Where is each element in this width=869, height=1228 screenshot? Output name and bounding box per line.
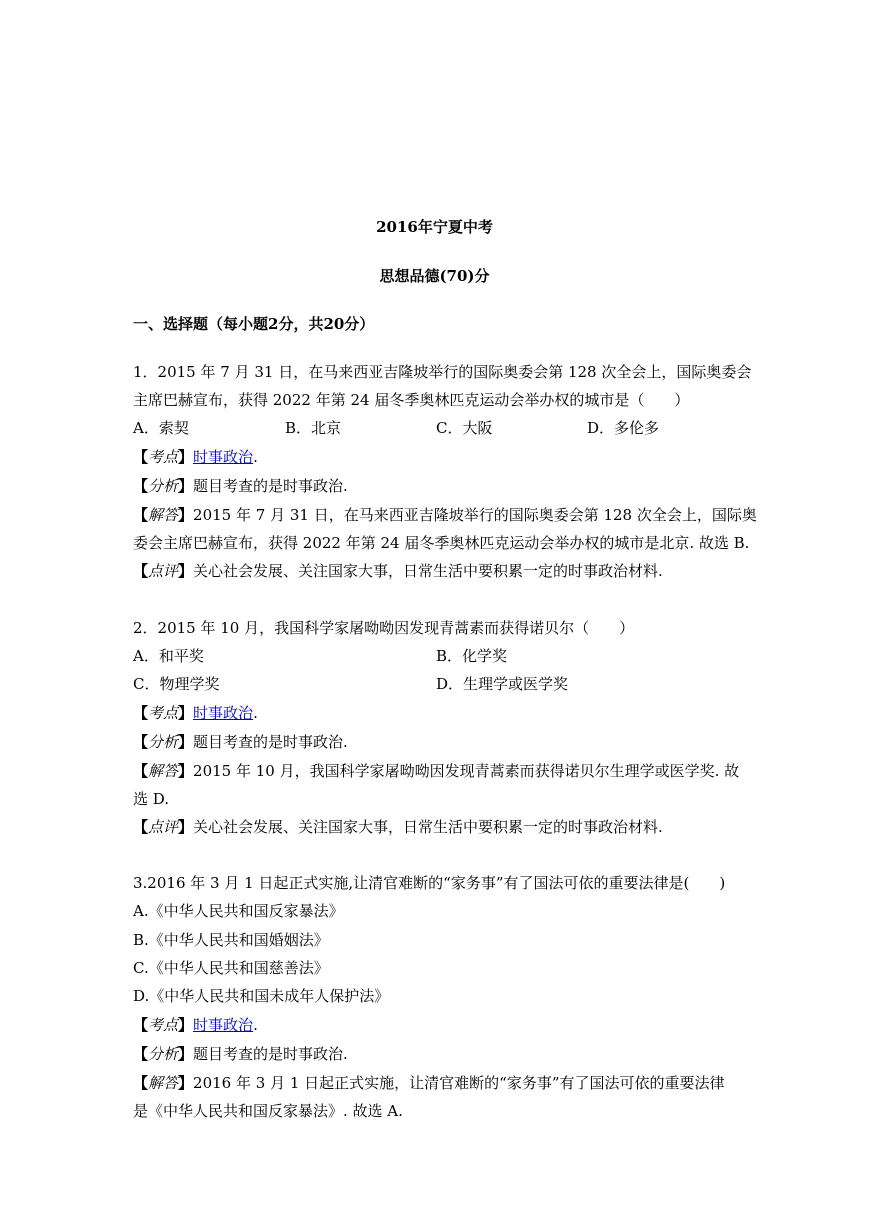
option-b: B．北京: [285, 419, 342, 437]
jieda-text: 选 D.: [133, 790, 170, 808]
question-stem: 主席巴赫宣布，获得 2022 年第 24 届冬季奥林匹克运动会举办权的城市是（ ）: [133, 391, 690, 409]
dianping-text: 关心社会发展、关注国家大事，日常生活中要积累一定的时事政治材料.: [193, 818, 663, 836]
kaodian-row: 【考点】时事政治.: [133, 1016, 258, 1034]
kaodian-tag: 【考点】: [133, 448, 194, 466]
dianping-tag: 【点评】: [133, 562, 194, 580]
section-heading: 一、选择题（每小题2分，共20分）: [133, 315, 375, 333]
fenxi-row: [133, 476, 743, 496]
fenxi-row: [133, 1044, 743, 1064]
kaodian-link[interactable]: 时事政治: [193, 1016, 254, 1034]
jieda-row: [133, 505, 757, 525]
option-a: A．索契: [133, 419, 189, 437]
option-a: A．和平奖: [133, 647, 204, 665]
jieda-row: [133, 761, 743, 781]
option-d: D．多伦多: [587, 419, 660, 437]
kaodian-row: 【考点】时事政治.: [133, 704, 258, 722]
option-b: B.《中华人民共和国婚姻法》: [133, 931, 329, 949]
option-b: B．化学奖: [436, 647, 508, 665]
dianping-row: [133, 817, 743, 837]
dianping-text: 关心社会发展、关注国家大事，日常生活中要积累一定的时事政治材料.: [193, 562, 663, 580]
fenxi-tag: 【分析】: [133, 733, 194, 751]
kaodian-tag: 【考点】: [133, 704, 194, 722]
document-subtitle: 思想品德(70)分: [379, 267, 490, 285]
kaodian-link[interactable]: 时事政治: [193, 704, 254, 722]
dianping-tag: 【点评】: [133, 818, 194, 836]
kaodian-row: 【考点】时事政治.: [133, 448, 258, 466]
question-stem: 3.2016 年 3 月 1 日起正式实施,让清官难断的“家务事”有了国法可依的重要法律是( ): [133, 874, 726, 892]
kaodian-link[interactable]: 时事政治: [193, 448, 254, 466]
dianping-row: [133, 561, 743, 581]
jieda-text: 2015 年 7 月 31 日，在马来西亚吉隆坡举行的国际奥委会第 128 次全会上，国际奥: [193, 506, 757, 524]
document-title: 2016年宁夏中考: [376, 218, 493, 236]
jieda-tag: 【解答】: [133, 506, 194, 524]
jieda-text: 是《中华人民共和国反家暴法》. 故选 A.: [133, 1102, 403, 1120]
fenxi-tag: 【分析】: [133, 477, 194, 495]
fenxi-row: [133, 732, 743, 752]
jieda-text: 委会主席巴赫宣布，获得 2022 年第 24 届冬季奥林匹克运动会举办权的城市是北京. 故选 B.: [133, 534, 750, 552]
option-c: C．大阪: [436, 419, 493, 437]
option-c: C．物理学奖: [133, 675, 220, 693]
option-d: D．生理学或医学奖: [436, 675, 569, 693]
jieda-text: 2015 年 10 月，我国科学家屠呦呦因发现青蒿素而获得诺贝尔生理学或医学奖. 故: [193, 762, 740, 780]
option-c: C.《中华人民共和国慈善法》: [133, 959, 329, 977]
fenxi-tag: 【分析】: [133, 1045, 194, 1063]
fenxi-text: 题目考查的是时事政治.: [193, 477, 348, 495]
option-d: D.《中华人民共和国未成年人保护法》: [133, 987, 390, 1005]
jieda-text: 2016 年 3 月 1 日起正式实施，让清官难断的“家务事”有了国法可依的重要法律: [193, 1074, 725, 1092]
question-stem: 1．2015 年 7 月 31 日，在马来西亚吉隆坡举行的国际奥委会第 128 次全会上，国际奥委会: [133, 363, 752, 381]
fenxi-text: 题目考查的是时事政治.: [193, 733, 348, 751]
question-stem: 2．2015 年 10 月，我国科学家屠呦呦因发现青蒿素而获得诺贝尔（ ）: [133, 619, 635, 637]
jieda-row: [133, 1073, 743, 1093]
option-a: A.《中华人民共和国反家暴法》: [133, 902, 344, 920]
kaodian-tag: 【考点】: [133, 1016, 194, 1034]
fenxi-text: 题目考查的是时事政治.: [193, 1045, 348, 1063]
jieda-tag: 【解答】: [133, 1074, 194, 1092]
jieda-tag: 【解答】: [133, 762, 194, 780]
